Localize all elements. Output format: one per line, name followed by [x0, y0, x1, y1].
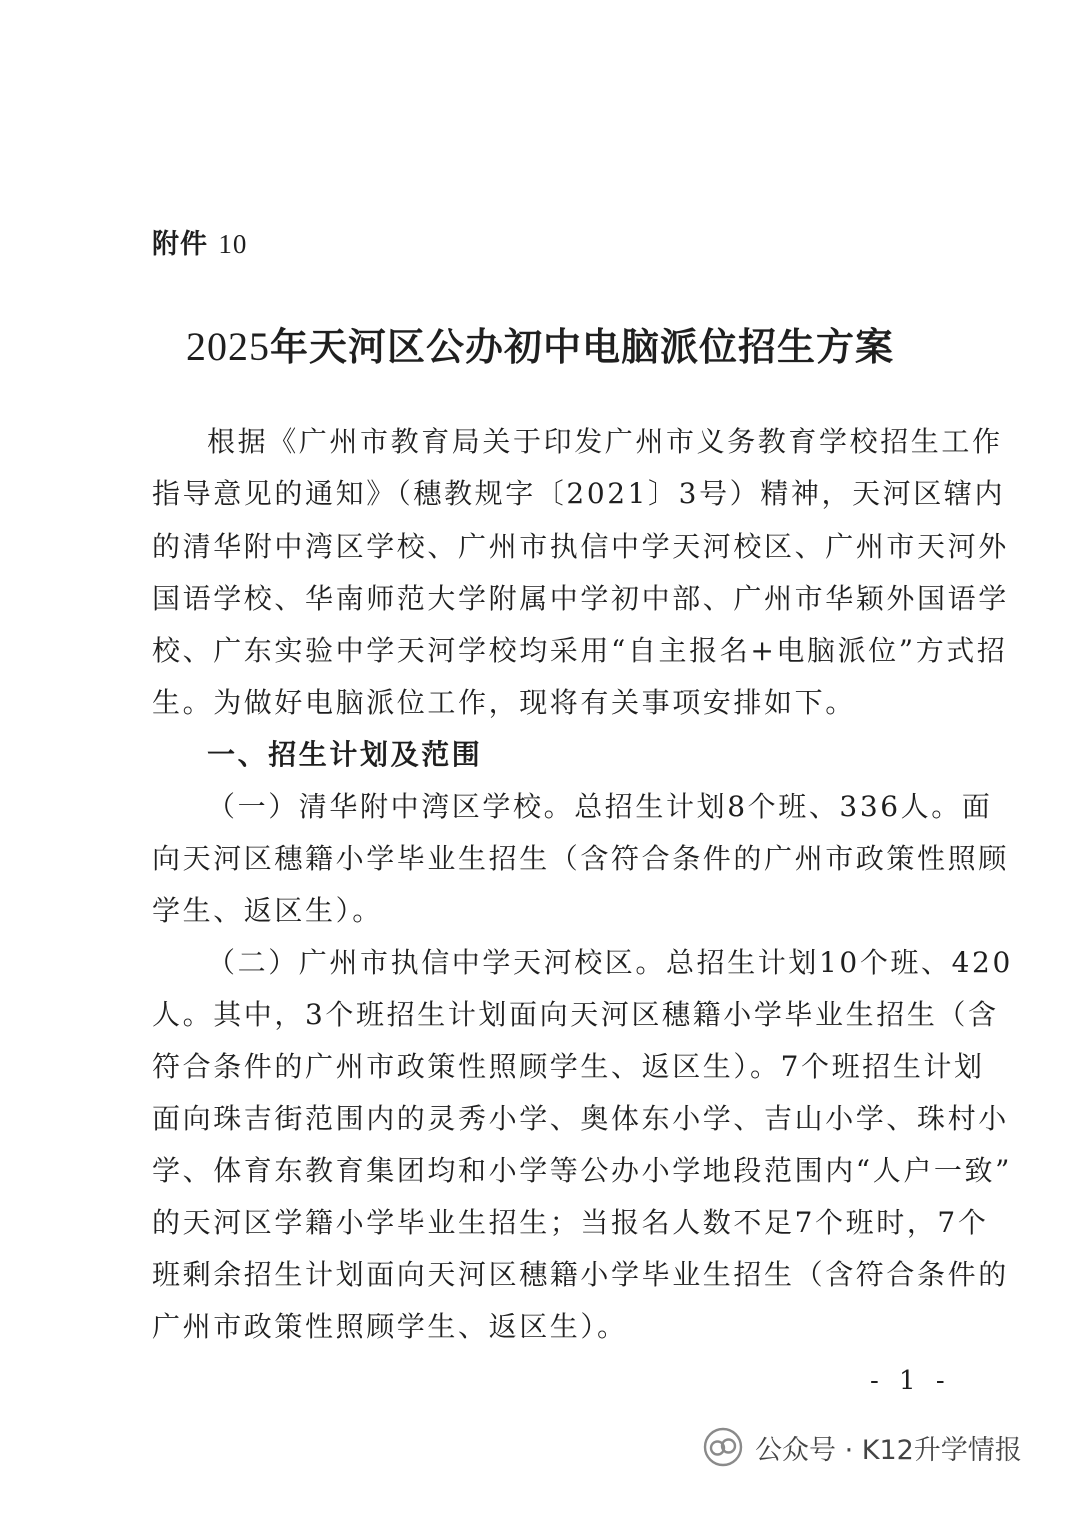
attachment-number: 10 — [218, 229, 248, 259]
page-number: - 1 - — [870, 1366, 951, 1396]
attachment-label — [152, 222, 247, 261]
body-line: 的天河区学籍小学毕业生招生；当报名人数不足7个班时，7个 — [152, 1206, 989, 1239]
body-line: 生。为做好电脑派位工作，现将有关事项安排如下。 — [152, 686, 856, 719]
section-heading: 一、招生计划及范围 — [207, 738, 483, 771]
body-line: 学、体育东教育集团均和小学等公办小学地段范围内“人户一致” — [152, 1154, 1013, 1187]
body-line: 符合条件的广州市政策性照顾学生、返区生）。7个班招生计划 — [152, 1050, 985, 1083]
body-line: 面向珠吉街范围内的灵秀小学、奥体东小学、吉山小学、珠村小 — [152, 1102, 1009, 1135]
body-line: 的清华附中湾区学校、广州市执信中学天河校区、广州市天河外 — [152, 530, 1009, 563]
body-line: 人。其中，3个班招生计划面向天河区穗籍小学毕业生招生（含 — [152, 998, 999, 1031]
title-year: 2025 — [185, 324, 270, 369]
body-line: 根据《广州市教育局关于印发广州市义务教育学校招生工作 — [207, 425, 1003, 458]
watermark — [703, 1427, 1022, 1467]
document-title — [0, 316, 1080, 371]
attachment-label-text: 附件 — [152, 229, 208, 260]
body-line: 国语学校、华南师范大学附属中学初中部、广州市华颖外国语学 — [152, 582, 1009, 615]
body-line: 学生、返区生）。 — [152, 894, 383, 927]
wechat-official-account-icon — [703, 1427, 743, 1467]
body-line: （一）清华附中湾区学校。总招生计划8个班、336人。面 — [207, 790, 993, 823]
body-line: 班剩余招生计划面向天河区穗籍小学毕业生招生（含符合条件的 — [152, 1258, 1009, 1291]
body-line: （二）广州市执信中学天河校区。总招生计划10个班、420 — [207, 946, 1013, 979]
watermark-text: 公众号 · K12升学情报 — [755, 1434, 1022, 1466]
body-line: 校、广东实验中学天河学校均采用“自主报名+电脑派位”方式招 — [152, 634, 1008, 667]
body-line: 指导意见的通知》（穗教规字〔2021〕3号）精神，天河区辖内 — [152, 477, 1006, 510]
body-line: 广州市政策性照顾学生、返区生）。 — [152, 1310, 628, 1343]
body-line: 向天河区穗籍小学毕业生招生（含符合条件的广州市政策性照顾 — [152, 842, 1009, 875]
title-text: 年天河区公办初中电脑派位招生方案 — [269, 325, 894, 369]
